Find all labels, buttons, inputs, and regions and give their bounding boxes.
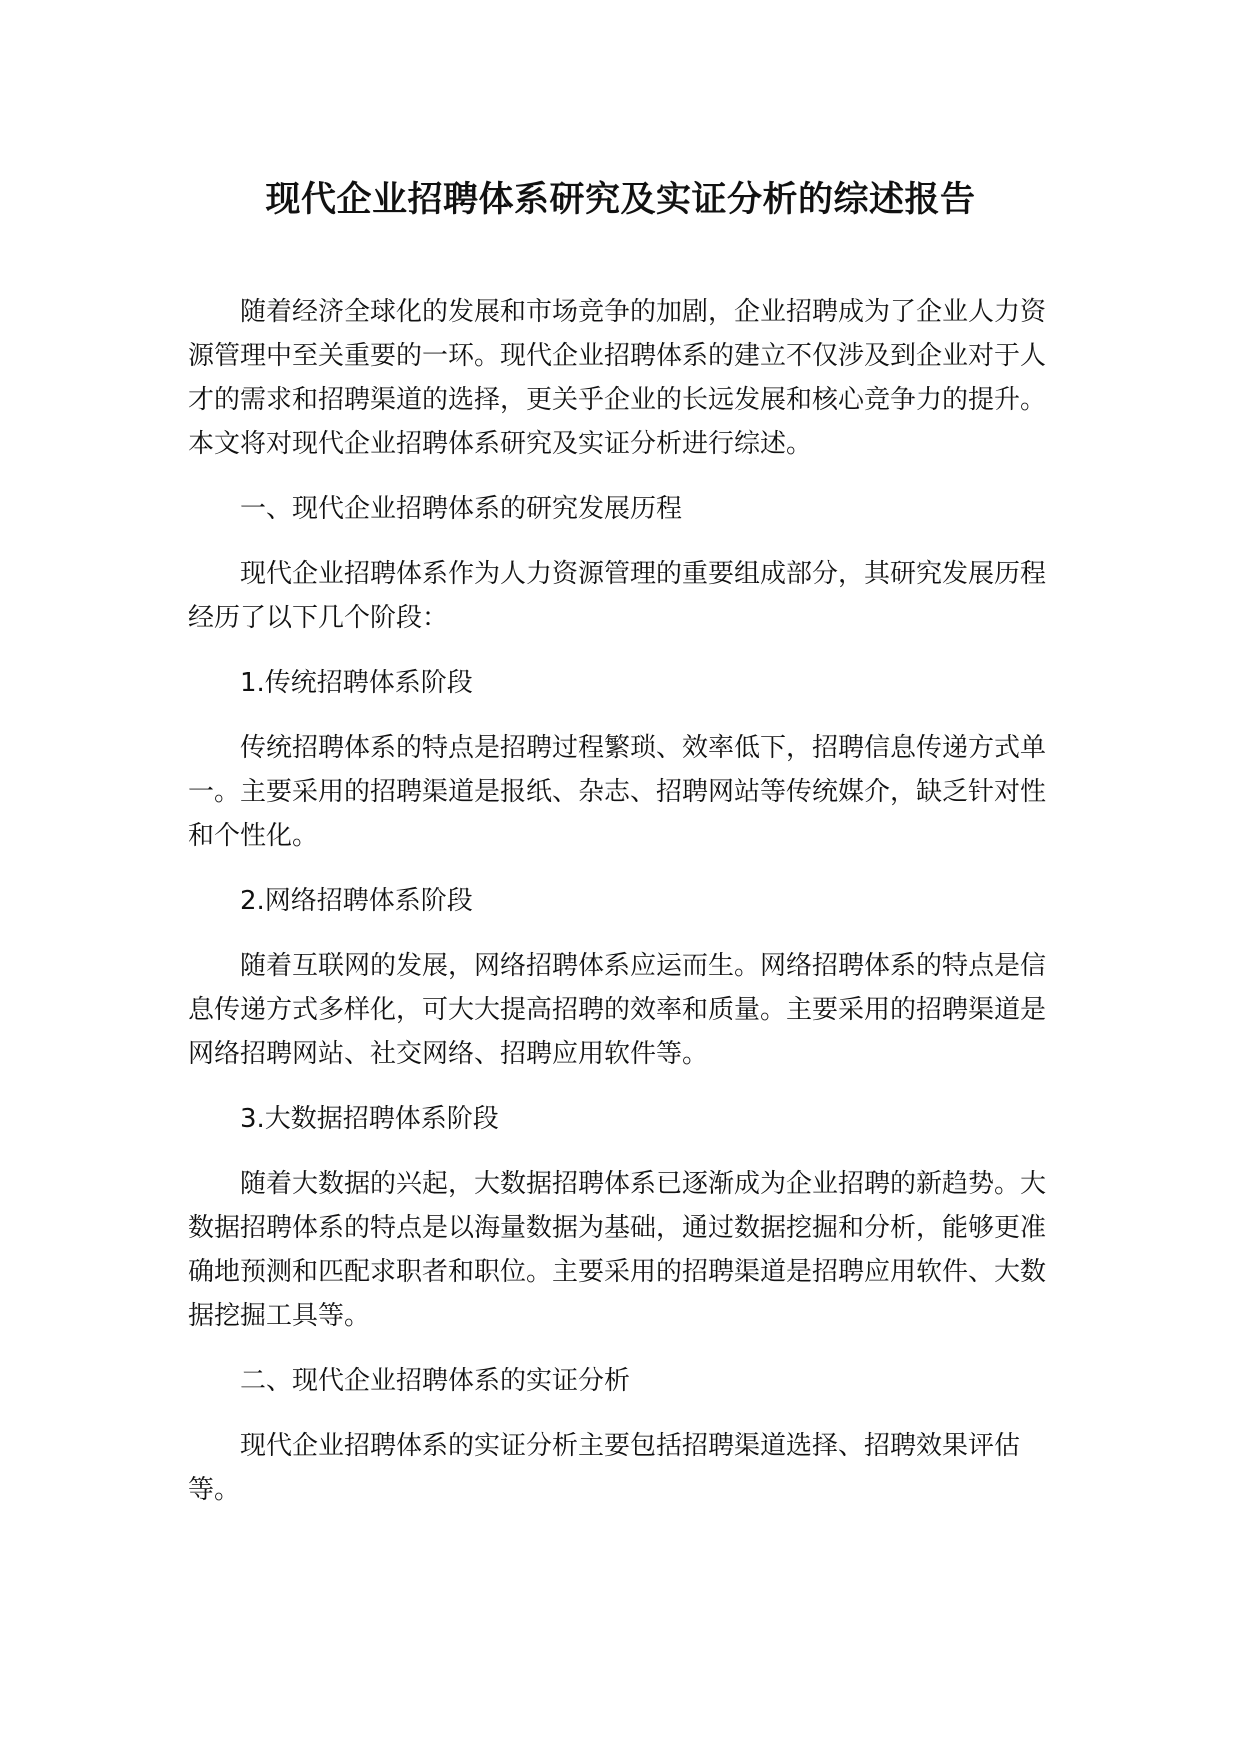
document-body bbox=[188, 290, 1048, 1533]
document-title: 现代企业招聘体系研究及实证分析的综述报告 bbox=[265, 180, 976, 220]
stage-heading-traditional: 1.传统招聘体系阶段 bbox=[240, 668, 473, 698]
intro-paragraph: 随着经济全球化的发展和市场竞争的加剧，企业招聘成为了企业人力资源管理中至关重要的一环。现代企业招聘体系的建立不仅涉及到企业对于人才的需求和招聘渠道的选择，更关乎企业的长远发展和核心竞争力的提升。本文将对现代企业招聘体系研究及实证分析进行综述。 bbox=[188, 297, 1047, 459]
section-heading-1: 一、现代企业招聘体系的研究发展历程 bbox=[240, 494, 683, 524]
stage-paragraph-online: 随着互联网的发展，网络招聘体系应运而生。网络招聘体系的特点是信息传递方式多样化，可大大提高招聘的效率和质量。主要采用的招聘渠道是网络招聘网站、社交网络、招聘应用软件等。 bbox=[188, 951, 1047, 1069]
stage-paragraph-bigdata: 随着大数据的兴起，大数据招聘体系已逐渐成为企业招聘的新趋势。大数据招聘体系的特点是以海量数据为基础，通过数据挖掘和分析，能够更准确地预测和匹配求职者和职位。主要采用的招聘渠道是招聘应用软件、大数据挖掘工具等。 bbox=[188, 1169, 1047, 1331]
section-2-paragraph: 现代企业招聘体系的实证分析主要包括招聘渠道选择、招聘效果评估等。 bbox=[188, 1431, 1021, 1505]
stage-heading-online: 2.网络招聘体系阶段 bbox=[240, 886, 473, 916]
stage-heading-bigdata: 3.大数据招聘体系阶段 bbox=[240, 1104, 499, 1134]
section-heading-2: 二、现代企业招聘体系的实证分析 bbox=[240, 1366, 631, 1396]
section-1-paragraph: 现代企业招聘体系作为人力资源管理的重要组成部分，其研究发展历程经历了以下几个阶段： bbox=[188, 559, 1047, 633]
stage-paragraph-traditional: 传统招聘体系的特点是招聘过程繁琐、效率低下，招聘信息传递方式单一。主要采用的招聘渠道是报纸、杂志、招聘网站等传统媒介，缺乏针对性和个性化。 bbox=[188, 733, 1047, 851]
